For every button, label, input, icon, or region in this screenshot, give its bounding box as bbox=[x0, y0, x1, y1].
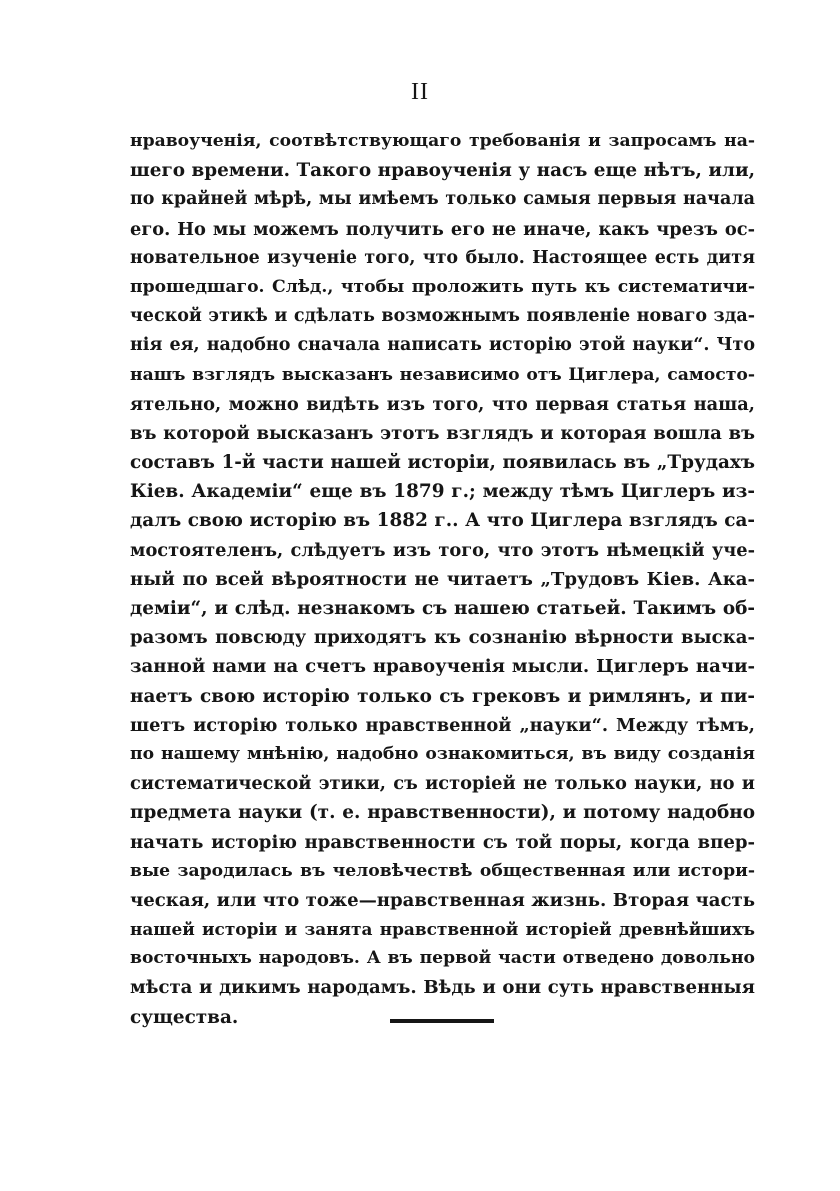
text-line: мѣста и дикимъ народамъ. Вѣдь и они суть нравственныя bbox=[130, 977, 755, 999]
text-line: далъ свою исторію въ 1882 г.. А что Циглера взглядъ са- bbox=[130, 510, 755, 532]
text-line: вые зародилась въ человѣчествѣ общественная или истори- bbox=[130, 860, 755, 881]
text-line: предмета науки (т. е. нравственности), и потому надобно bbox=[130, 802, 755, 824]
text-line: начать исторію нравственности съ той поры, когда впер- bbox=[130, 831, 755, 853]
text-line: систематической этики, съ исторіей не только науки, но и bbox=[130, 773, 755, 795]
text-line: шего времени. Такого нравоученія у насъ еще нѣтъ, или, bbox=[130, 160, 755, 182]
text-line: ный по всей вѣроятности не читаетъ „Трудовъ Кіев. Ака- bbox=[130, 568, 755, 590]
text-line: нашъ взглядъ высказанъ независимо отъ Циглера, самосто- bbox=[130, 364, 755, 385]
text-line: мостоятеленъ, слѣдуетъ изъ того, что этотъ нѣмецкій уче- bbox=[130, 539, 755, 561]
text-line: нія ея, надобно сначала написать исторію этой науки“. Что bbox=[130, 335, 755, 356]
page-number: II bbox=[411, 79, 429, 105]
text-line: составъ 1-й части нашей исторіи, появилась въ „Трудахъ bbox=[130, 452, 755, 474]
text-line: деміи“, и слѣд. незнакомъ съ нашею статьей. Такимъ об- bbox=[130, 598, 755, 619]
text-line: новательное изученіе того, что было. Настоящее есть дитя bbox=[130, 247, 755, 268]
text-line: прошедшаго. Слѣд., чтобы проложить путь къ систематичи- bbox=[130, 276, 755, 297]
text-line: въ которой высказанъ этотъ взглядъ и которая вошла въ bbox=[130, 422, 755, 444]
text-line: Кіев. Академіи“ еще въ 1879 г.; между тѣмъ Циглеръ из- bbox=[130, 481, 755, 503]
text-line: ческой этикѣ и сдѣлать возможнымъ появленіе новаго зда- bbox=[130, 306, 755, 327]
text-line: шетъ исторію только нравственной „науки“. Между тѣмъ, bbox=[130, 714, 755, 736]
text-line: ятельно, можно видѣть изъ того, что первая статья наша, bbox=[130, 393, 755, 415]
text-line: ческая, или что тоже—нравственная жизнь. Вторая часть bbox=[130, 889, 755, 911]
text-line: по нашему мнѣнію, надобно ознакомиться, въ виду созданія bbox=[130, 743, 755, 764]
text-line: по крайней мѣрѣ, мы имѣемъ только самыя первыя начала bbox=[130, 189, 755, 210]
text-line: занной нами на счетъ нравоученія мысли. Циглеръ начи- bbox=[130, 656, 755, 678]
text-line: его. Но мы можемъ получить его не иначе, какъ чрезъ ос- bbox=[130, 218, 755, 240]
text-line: разомъ повсюду приходятъ къ сознанію вѣрности выска- bbox=[130, 627, 755, 649]
text-line: наетъ свою исторію только съ грековъ и римлянъ, и пи- bbox=[130, 685, 755, 707]
text-line: восточныхъ народовъ. А въ первой части отведено довольно bbox=[130, 948, 755, 969]
body-text bbox=[130, 127, 755, 1032]
closing-rule bbox=[390, 1019, 494, 1023]
text-line-last: существа. bbox=[130, 1006, 239, 1028]
text-line: нравоученія, соотвѣтствующаго требованія и запросамъ на- bbox=[130, 131, 755, 151]
text-line: нашей исторіи и занята нравственной исторіей древнѣйшихъ bbox=[130, 919, 755, 940]
